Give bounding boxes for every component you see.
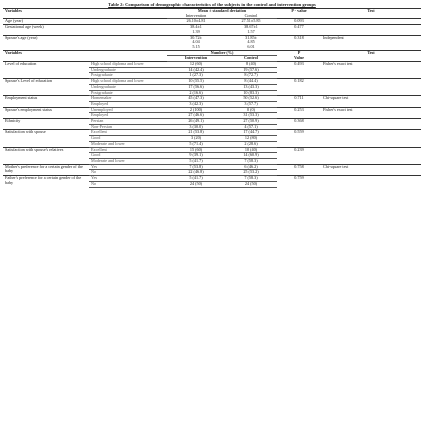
intervention-value: 2 (100) xyxy=(167,107,225,113)
test-name: Fisher's exact test xyxy=(321,62,421,79)
intervention-value: 5 (41.7) xyxy=(167,176,225,182)
header-variables: Variables xyxy=(3,9,89,14)
header2-control: Control xyxy=(225,56,277,62)
test-name: Chi-square test xyxy=(321,164,421,175)
variable-label: Mother's preference for a certain gender of the baby xyxy=(3,164,89,175)
category-label: Postgraduate xyxy=(89,90,167,96)
category-label: Undergraduate xyxy=(89,84,167,90)
intervention-value: 9 (39.1) xyxy=(167,153,225,159)
control-value: 2 (28.6) xyxy=(225,141,277,147)
header-p-value: P - value xyxy=(277,9,321,14)
intervention-value: 26.10±4.81 xyxy=(167,19,225,25)
header-mean-sd: Mean ± standard deviation xyxy=(167,9,277,14)
test-name xyxy=(321,79,421,96)
intervention-value: 5 (41.7) xyxy=(167,158,225,164)
table-caption: Table 2: Comparison of demographic characteristics of the subjects in the control and intervention groups xyxy=(108,2,316,7)
control-value: 17 (44.7) xyxy=(225,130,277,136)
intervention-value: 1 (27.3) xyxy=(167,73,225,79)
row-label: Gestational age (week) xyxy=(3,25,167,30)
header2-number: Number (%) xyxy=(167,50,277,56)
control-value: 19 (57.6) xyxy=(225,67,277,73)
control-value: 6.01 xyxy=(247,44,255,49)
intervention-value: 12 (60) xyxy=(167,62,225,68)
p-value: 0.559 xyxy=(277,130,321,147)
p-value: 0.368 xyxy=(277,119,321,130)
variable-label: Employment status xyxy=(3,96,89,107)
variable-label: Satisfaction with spouse xyxy=(3,130,89,147)
category-label: Good xyxy=(89,136,167,142)
control-value: 38.67±1 xyxy=(225,25,277,30)
control-value: 6 (46.2) xyxy=(225,164,277,170)
header2-value: Value xyxy=(293,55,305,60)
intervention-value: 5.15 xyxy=(192,44,200,49)
intervention-value: 21 (53.8) xyxy=(167,130,225,136)
intervention-value: 15 (60) xyxy=(167,147,225,153)
variable-label: Father's preference for a certain gender of the baby xyxy=(3,176,89,187)
control-value: 50 (52.6) xyxy=(225,96,277,102)
intervention-value: 14 (42.4) xyxy=(167,67,225,73)
control-value: 27.51±5.85 xyxy=(225,19,277,25)
p-value: 0.477 xyxy=(277,25,321,30)
control-value: 0 (0) xyxy=(225,107,277,113)
header2-test: Test xyxy=(321,50,421,56)
intervention-value: 27 (46.6) xyxy=(167,113,225,119)
intervention-value: 7 (53.8) xyxy=(167,164,225,170)
category-label: Moderate and lower xyxy=(89,141,167,147)
category-label: Employed xyxy=(89,113,167,119)
test-name: Chi-square test xyxy=(321,96,421,107)
control-value: 8 (40) xyxy=(225,62,277,68)
intervention-value: 5 (71.4) xyxy=(167,141,225,147)
category-label: Good xyxy=(89,153,167,159)
control-value: 25 (53.2) xyxy=(225,170,277,176)
control-value: 4.85 xyxy=(247,40,255,45)
test-name: Fisher's exact test xyxy=(321,107,421,118)
p-value: 0.758 xyxy=(277,164,321,175)
p-value: 0.493 xyxy=(277,62,321,79)
control-value: 10 (40) xyxy=(225,147,277,153)
category-label: Postgraduate xyxy=(89,73,167,79)
intervention-value: 30.72± xyxy=(167,35,225,40)
category-label: Persian xyxy=(89,119,167,125)
group-control: Control xyxy=(225,14,277,19)
control-value: 8 (44.4) xyxy=(225,79,277,85)
control-value: 3 (57.7) xyxy=(225,101,277,107)
intervention-value: 17 (56.6) xyxy=(167,84,225,90)
category-label: No xyxy=(89,170,167,176)
control-value: 31 (53.3) xyxy=(225,113,277,119)
p-value: 0.253 xyxy=(277,107,321,118)
category-label: Non-Persian xyxy=(89,124,167,130)
row-label: Spouse's age (year) xyxy=(3,35,167,40)
header-test: Test xyxy=(321,9,421,14)
intervention-value: 10 (55.5) xyxy=(167,79,225,85)
test-name xyxy=(321,119,421,130)
intervention-value: 38.4±1 xyxy=(167,25,225,30)
category-label: High school diploma and lower xyxy=(89,79,167,85)
variable-label: Ethnicity xyxy=(3,119,89,130)
row-label: Age (year) xyxy=(3,19,167,25)
category-label: High school diploma and lower xyxy=(89,62,167,68)
control-value: 1.57 xyxy=(247,29,255,34)
demographics-table xyxy=(3,8,421,188)
intervention-value: 4.04 xyxy=(192,40,200,45)
control-value: 31.85± xyxy=(225,35,277,40)
header2-p: P xyxy=(277,50,321,56)
intervention-value: 3 (20) xyxy=(167,136,225,142)
p-value: 0.318 xyxy=(277,35,321,40)
category-label: Excellent xyxy=(89,130,167,136)
control-value: 10 (83.3) xyxy=(225,90,277,96)
intervention-value: 3 (42.3) xyxy=(167,101,225,107)
control-value: 27 (50.9) xyxy=(225,119,277,125)
category-label: Yes xyxy=(89,164,167,170)
p-value: 0.182 xyxy=(277,79,321,96)
control-value: 8 (72.7) xyxy=(225,73,277,79)
intervention-value: 45 (47.3) xyxy=(167,96,225,102)
header2-variables: Variables xyxy=(3,50,89,56)
intervention-value: 3 (30.0) xyxy=(167,124,225,130)
intervention-value: 1.39 xyxy=(192,29,200,34)
control-value: 12 (80) xyxy=(225,136,277,142)
variable-label: Satisfaction with spouse's relatives xyxy=(3,147,89,164)
intervention-value: 2 (16.6) xyxy=(167,90,225,96)
group-intervention: Intervention xyxy=(167,14,225,19)
intervention-value: 26 (49.1) xyxy=(167,119,225,125)
intervention-value: 22 (46.8) xyxy=(167,170,225,176)
header2-intervention: Intervention xyxy=(167,56,225,62)
category-label: Moderate and lower xyxy=(89,158,167,164)
test-name: Independent xyxy=(321,35,421,40)
control-value: 7 (58.3) xyxy=(225,176,277,182)
control-value: 7 (58.3) xyxy=(225,158,277,164)
test-name xyxy=(321,147,421,164)
intervention-value: 24 (50) xyxy=(167,181,225,187)
category-label: Excellent xyxy=(89,147,167,153)
p-value: 0.759 xyxy=(277,176,321,187)
category-label: No xyxy=(89,181,167,187)
variable-label: Spouse's Level of education xyxy=(3,79,89,96)
category-label: Unemployed xyxy=(89,107,167,113)
control-value: 14 (60.9) xyxy=(225,153,277,159)
test-name xyxy=(321,176,421,187)
category-label: Employed xyxy=(89,101,167,107)
table-figure xyxy=(3,2,421,188)
control-value: 24 (50) xyxy=(225,181,277,187)
category-label: Undergraduate xyxy=(89,67,167,73)
category-label: Homemaker xyxy=(89,96,167,102)
test-name xyxy=(321,130,421,147)
p-value: 0.239 xyxy=(277,147,321,164)
category-label: Yes xyxy=(89,176,167,182)
variable-label: Spouse's employment status xyxy=(3,107,89,118)
control-value: 4 (57.1) xyxy=(225,124,277,130)
p-value: 0.711 xyxy=(277,96,321,107)
control-value: 13 (43.3) xyxy=(225,84,277,90)
variable-label: Level of education xyxy=(3,62,89,79)
p-value: 0.093 xyxy=(277,19,321,25)
